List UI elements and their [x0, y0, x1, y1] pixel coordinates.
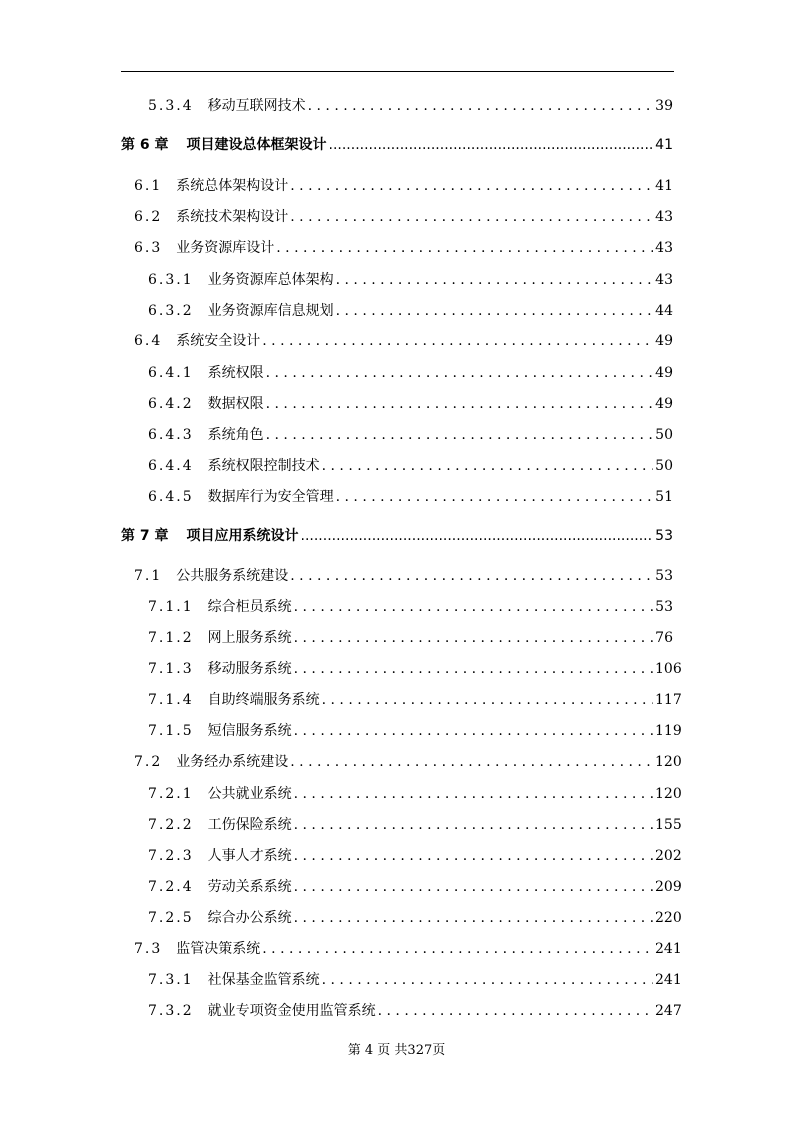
toc-entry-page: 202 [655, 848, 682, 864]
toc-entry-number: 第 7 章 [121, 528, 169, 544]
toc-entry-title: 业务资源库设计 [176, 240, 275, 256]
toc-entry-page: 117 [655, 692, 682, 708]
toc-dot-leader [294, 908, 653, 928]
toc-entry-page: 41 [655, 178, 673, 194]
toc-entry-number: 7.3 [134, 941, 163, 957]
toc-entry-page: 220 [655, 910, 682, 926]
toc-entry[interactable] [134, 207, 673, 227]
toc-entry-page: 51 [655, 489, 673, 505]
toc-dot-leader [266, 425, 653, 445]
toc-entry-title: 项目建设总体框架设计 [186, 137, 327, 153]
toc-entry[interactable] [148, 456, 673, 476]
toc-dot-leader [322, 690, 653, 710]
toc-entry-number: 7.1.3 [148, 661, 194, 677]
toc-dot-leader [294, 659, 653, 679]
toc-entry-number: 5.3.4 [148, 98, 194, 114]
toc-entry-page: 41 [655, 137, 673, 153]
toc-entry-number: 6.4.5 [148, 489, 194, 505]
toc-dot-leader [294, 877, 653, 897]
toc-entry-title: 移动互联网技术 [207, 98, 306, 114]
toc-entry-page: 44 [655, 303, 673, 319]
toc-dot-leader [266, 363, 653, 383]
toc-entry-page: 241 [655, 941, 682, 957]
toc-entry-number: 6.4.4 [148, 458, 194, 474]
toc-entry-number: 7.2.2 [148, 817, 194, 833]
toc-entry-title: 工伤保险系统 [207, 817, 292, 833]
toc-entry[interactable] [134, 566, 673, 586]
toc-entry-page: 49 [655, 396, 673, 412]
toc-entry[interactable] [148, 394, 673, 414]
toc-entry-number: 6.3.1 [148, 272, 194, 288]
toc-entry-title: 社保基金监管系统 [207, 972, 320, 988]
toc-entry[interactable] [148, 301, 673, 321]
toc-entry-page: 119 [655, 723, 682, 739]
toc-entry-page: 50 [655, 458, 673, 474]
toc-entry-title: 就业专项资金使用监管系统 [207, 1003, 376, 1019]
toc-entry-number: 7.1.5 [148, 723, 194, 739]
toc-dot-leader [290, 566, 653, 586]
toc-entry-page: 106 [655, 661, 682, 677]
toc-dot-leader [329, 135, 654, 155]
toc-entry-page: 76 [655, 630, 673, 646]
toc-entry-title: 公共服务系统建设 [176, 568, 289, 584]
toc-entry-number: 6.1 [134, 178, 163, 194]
toc-entry[interactable] [148, 96, 673, 116]
toc-dot-leader [266, 394, 653, 414]
toc-entry-title: 短信服务系统 [207, 723, 292, 739]
toc-entry-number: 6.4 [134, 333, 163, 349]
toc-entry-page: 50 [655, 427, 673, 443]
toc-dot-leader [290, 176, 653, 196]
toc-entry-title: 劳动关系系统 [207, 879, 292, 895]
toc-entry-number: 7.3.1 [148, 972, 194, 988]
toc-entry-title: 业务经办系统建设 [176, 754, 289, 770]
toc-entry-page: 120 [655, 786, 682, 802]
toc-entry-number: 6.4.2 [148, 396, 194, 412]
toc-dot-leader [294, 628, 653, 648]
toc-entry[interactable] [148, 1001, 682, 1021]
toc-dot-leader [294, 721, 653, 741]
toc-entry-title: 系统安全设计 [176, 333, 261, 349]
toc-entry-page: 53 [655, 568, 673, 584]
toc-dot-leader [294, 784, 653, 804]
toc-chapter-entry[interactable] [121, 526, 673, 546]
toc-entry-title: 系统技术架构设计 [176, 209, 289, 225]
toc-entry[interactable] [134, 752, 682, 772]
toc-entry[interactable] [148, 784, 682, 804]
toc-entry-number: 第 6 章 [121, 137, 169, 153]
toc-entry-title: 移动服务系统 [207, 661, 292, 677]
toc-dot-leader [276, 238, 653, 258]
toc-dot-leader [336, 487, 653, 507]
toc-entry-page: 53 [655, 528, 673, 544]
toc-entry-page: 247 [655, 1003, 682, 1019]
toc-entry-title: 监管决策系统 [176, 941, 261, 957]
toc-entry-title: 数据库行为安全管理 [207, 489, 334, 505]
toc-entry[interactable] [148, 659, 682, 679]
toc-entry-number: 7.2 [134, 754, 163, 770]
toc-entry[interactable] [134, 176, 673, 196]
toc-dot-leader [336, 301, 653, 321]
toc-entry-title: 业务资源库总体架构 [207, 272, 334, 288]
toc-entry-page: 120 [655, 754, 682, 770]
toc-entry[interactable] [148, 970, 682, 990]
toc-dot-leader [322, 970, 653, 990]
toc-entry-title: 系统权限控制技术 [207, 458, 320, 474]
toc-entry-number: 6.2 [134, 209, 163, 225]
toc-dot-leader [290, 752, 653, 772]
toc-entry[interactable] [134, 939, 682, 959]
toc-entry-number: 7.2.3 [148, 848, 194, 864]
toc-entry[interactable] [134, 331, 673, 351]
toc-entry[interactable] [148, 363, 673, 383]
toc-dot-leader [378, 1001, 653, 1021]
toc-entry-page: 43 [655, 272, 673, 288]
toc-entry-number: 6.4.3 [148, 427, 194, 443]
toc-dot-leader [301, 526, 654, 546]
toc-entry[interactable] [148, 487, 673, 507]
toc-entry-title: 项目应用系统设计 [186, 528, 299, 544]
toc-entry-page: 49 [655, 333, 673, 349]
toc-dot-leader [290, 207, 653, 227]
toc-entry-title: 业务资源库信息规划 [207, 303, 334, 319]
toc-entry-page: 43 [655, 240, 673, 256]
toc-entry-number: 7.1 [134, 568, 163, 584]
toc-entry[interactable] [148, 425, 673, 445]
toc-entry-title: 自助终端服务系统 [207, 692, 320, 708]
toc-dot-leader [294, 846, 653, 866]
toc-entry-page: 49 [655, 365, 673, 381]
toc-entry[interactable] [148, 908, 682, 928]
toc-entry-page: 53 [655, 599, 673, 615]
toc-dot-leader [308, 96, 653, 116]
toc-entry-title: 数据权限 [207, 396, 264, 412]
toc-dot-leader [294, 815, 653, 835]
toc-entry-number: 7.3.2 [148, 1003, 194, 1019]
toc-chapter-entry[interactable] [121, 135, 673, 155]
page-footer: 第 4 页 共327页 [347, 1043, 446, 1058]
toc-entry-page: 241 [655, 972, 682, 988]
toc-entry[interactable] [134, 238, 673, 258]
toc-dot-leader [262, 331, 653, 351]
toc-entry-number: 7.1.4 [148, 692, 194, 708]
toc-entry-title: 系统角色 [207, 427, 264, 443]
toc-entry[interactable] [148, 628, 673, 648]
toc-entry[interactable] [148, 270, 673, 290]
toc-entry-page: 43 [655, 209, 673, 225]
toc-entry-title: 人事人才系统 [207, 848, 292, 864]
toc-entry-page: 39 [655, 98, 673, 114]
toc-entry[interactable] [148, 597, 673, 617]
toc-entry[interactable] [148, 815, 682, 835]
toc-dot-leader [294, 597, 653, 617]
toc-entry-number: 7.1.2 [148, 630, 194, 646]
toc-entry-page: 155 [655, 817, 682, 833]
toc-entry-number: 7.1.1 [148, 599, 194, 615]
toc-entry-number: 6.3 [134, 240, 163, 256]
toc-entry-number: 6.4.1 [148, 365, 194, 381]
toc-dot-leader [322, 456, 653, 476]
toc-entry[interactable] [148, 846, 682, 866]
toc-entry[interactable] [148, 721, 682, 741]
toc-entry-number: 6.3.2 [148, 303, 194, 319]
toc-entry[interactable] [148, 877, 682, 897]
toc-dot-leader [262, 939, 653, 959]
toc-entry-page: 209 [655, 879, 682, 895]
toc-entry-title: 综合柜员系统 [207, 599, 292, 615]
toc-entry-title: 公共就业系统 [207, 786, 292, 802]
toc-entry-title: 系统总体架构设计 [176, 178, 289, 194]
toc-entry-number: 7.2.4 [148, 879, 194, 895]
toc-entry-title: 综合办公系统 [207, 910, 292, 926]
header-rule [121, 71, 674, 72]
toc-dot-leader [336, 270, 653, 290]
toc-entry-number: 7.2.5 [148, 910, 194, 926]
toc-entry[interactable] [148, 690, 682, 710]
toc-entry-title: 系统权限 [207, 365, 264, 381]
toc-entry-number: 7.2.1 [148, 786, 194, 802]
toc-entry-title: 网上服务系统 [207, 630, 292, 646]
